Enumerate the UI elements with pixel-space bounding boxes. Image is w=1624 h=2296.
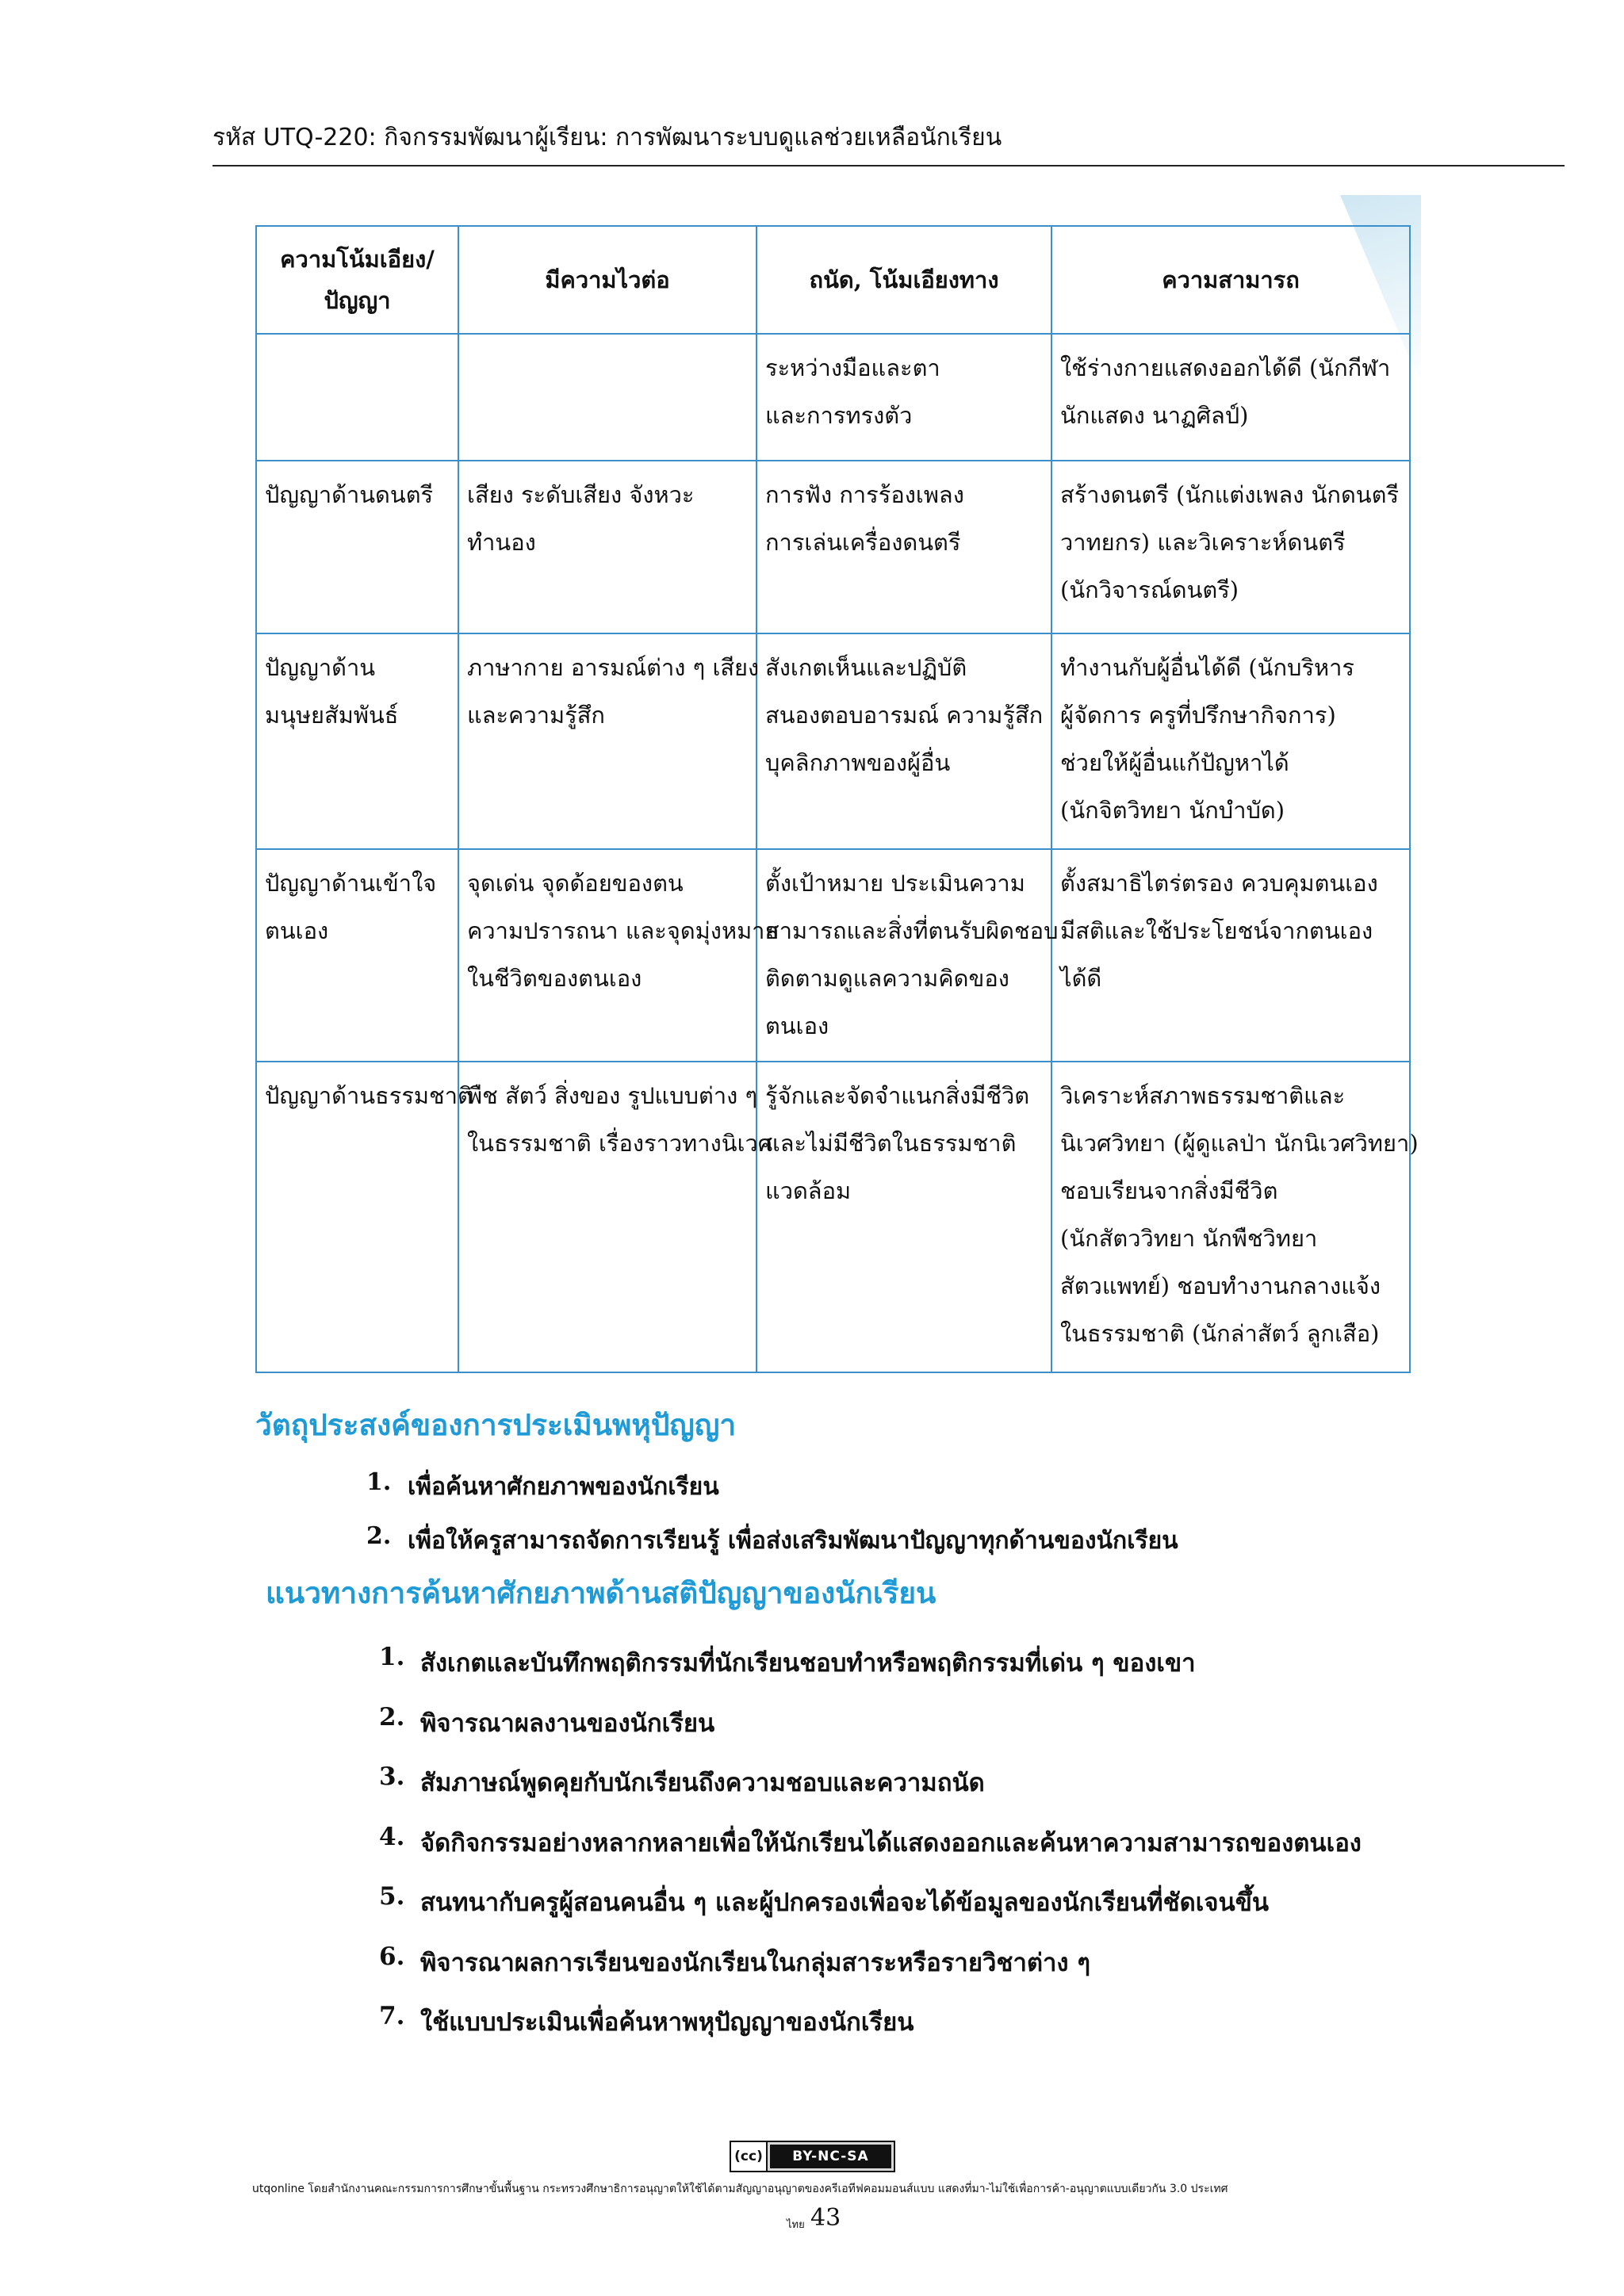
cell-line: ติดตามดูแลความคิดของ	[765, 965, 1009, 992]
intelligence-table	[255, 225, 1419, 1373]
table-cell	[256, 1062, 473, 1372]
cell-line: ได้ดี	[1060, 965, 1102, 992]
page-number: 43	[810, 2204, 841, 2232]
cell-line: ในธรรมชาติ (นักล่าสัตว์ ลูกเสือ)	[1060, 1320, 1380, 1347]
cell-line: สนองตอบอารมณ์ ความรู้สึก	[765, 702, 1044, 729]
cc-icon: (cc)	[731, 2142, 768, 2171]
list-item	[379, 1882, 1362, 1942]
list-item	[366, 1522, 1178, 1576]
cell-line: และไม่มีชีวิตในธรรมชาติ	[765, 1130, 1017, 1157]
table-row	[256, 461, 1410, 633]
header-divider	[213, 165, 1565, 166]
list-item	[366, 1468, 1178, 1522]
cell-line: ปัญญาด้านดนตรี	[265, 481, 434, 508]
list-number: 2.	[379, 1702, 405, 1732]
table-cell	[458, 849, 779, 1062]
cell-line: แวดล้อม	[765, 1177, 852, 1204]
table-cell	[256, 334, 458, 461]
cell-line: สร้างดนตรี (นักแต่งเพลง นักดนตรี	[1060, 481, 1400, 508]
table-cell	[458, 633, 760, 849]
list-item	[379, 1703, 1362, 1763]
cell-line: รู้จักและจัดจำแนกสิ่งมีชีวิต	[765, 1082, 1030, 1109]
list-number: 1.	[366, 1468, 392, 1496]
cell-line: ปัญญาด้าน	[265, 654, 376, 681]
list-number: 7.	[379, 2002, 405, 2030]
page-prefix: ไทย	[787, 2219, 805, 2231]
cell-line: ปัญญาด้านเข้าใจ	[265, 870, 437, 897]
list-text: พิจารณาผลงานของนักเรียน	[420, 1709, 715, 1738]
header-cell-aptitude	[756, 226, 1051, 334]
table-cell	[756, 334, 1051, 461]
header-line: มีความไวต่อ	[545, 266, 670, 293]
objectives-list	[366, 1468, 1178, 1576]
list-number: 5.	[379, 1882, 405, 1911]
table-cell	[256, 633, 458, 849]
table-cell	[256, 461, 458, 633]
guidelines-list	[379, 1643, 1362, 2062]
cell-line: และความรู้สึก	[467, 702, 605, 729]
cell-line: ตนเอง	[765, 1012, 829, 1039]
cell-line: นักแสดง นาฏศิลป์)	[1060, 402, 1249, 429]
list-item	[379, 1942, 1362, 2003]
header-cell-tendency	[256, 226, 458, 334]
cell-line: มีสติและใช้ประโยชน์จากตนเอง	[1060, 917, 1373, 944]
list-number: 3.	[379, 1762, 405, 1791]
cell-line: ระหว่างมือและตา	[765, 354, 940, 381]
table-cell	[458, 1062, 773, 1372]
header-line: ถนัด, โน้มเอียงทาง	[809, 266, 999, 293]
cell-line: ใช้ร่างกายแสดงออกได้ดี (นักกีฬา	[1060, 354, 1391, 381]
cell-line: ตั้งสมาธิไตร่ตรอง ควบคุมตนเอง	[1060, 870, 1378, 897]
cell-line: (นักวิจารณ์ดนตรี)	[1060, 576, 1239, 603]
table-row	[256, 334, 1410, 461]
cell-line: ตนเอง	[265, 917, 329, 944]
cell-line: พืช สัตว์ สิ่งของ รูปแบบต่าง ๆ	[467, 1082, 758, 1109]
cell-line: ตั้งเป้าหมาย ประเมินความ	[765, 870, 1025, 897]
table-row	[256, 849, 1410, 1062]
cell-line: ภาษากาย อารมณ์ต่าง ๆ เสียง	[467, 654, 760, 681]
list-number: 6.	[379, 1942, 405, 1971]
list-text: พิจารณาผลการเรียนของนักเรียนในกลุ่มสาระหรือรายวิชาต่าง ๆ	[420, 1948, 1090, 1977]
table-cell	[756, 1062, 1051, 1372]
table-cell	[1051, 1062, 1419, 1372]
list-text: ใช้แบบประเมินเพื่อค้นหาพหุปัญญาของนักเรียน	[420, 2008, 914, 2037]
table-cell	[1051, 334, 1410, 461]
cell-line: ปัญญาด้านธรรมชาติ	[265, 1082, 473, 1109]
list-text: จัดกิจกรรมอย่างหลากหลายเพื่อให้นักเรียนได้แสดงออกและค้นหาความสามารถของตนเอง	[420, 1828, 1362, 1858]
list-text: เพื่อค้นหาศักยภาพของนักเรียน	[408, 1473, 719, 1501]
cell-line: (นักสัตววิทยา นักพืชวิทยา	[1060, 1225, 1318, 1252]
table-cell	[756, 461, 1051, 633]
cc-license-badge[interactable]	[730, 2141, 895, 2172]
cell-line: จุดเด่น จุดด้อยของตน	[467, 870, 684, 897]
list-text: สนทนากับครูผู้สอนคนอื่น ๆ และผู้ปกครองเพื่อจะได้ข้อมูลของนักเรียนที่ชัดเจนขึ้น	[420, 1888, 1270, 1917]
cell-line: สังเกตเห็นและปฏิบัติ	[765, 654, 967, 681]
cell-line: เสียง ระดับเสียง จังหวะ	[467, 481, 695, 508]
header-cell-sensitive	[458, 226, 756, 334]
table-cell	[756, 633, 1051, 849]
list-text: สัมภาษณ์พูดคุยกับนักเรียนถึงความชอบและความถนัด	[420, 1769, 985, 1797]
cell-line: การเล่นเครื่องดนตรี	[765, 529, 961, 556]
cell-line: บุคลิกภาพของผู้อื่น	[765, 749, 951, 776]
header-line: ปัญญา	[324, 287, 391, 314]
table-cell	[1051, 461, 1410, 633]
list-item	[379, 2002, 1362, 2062]
cell-line: สัตวแพทย์) ชอบทำงานกลางแจ้ง	[1060, 1272, 1381, 1299]
header-line: ความสามารถ	[1162, 266, 1300, 293]
list-item	[379, 1823, 1362, 1883]
cell-line: การฟัง การร้องเพลง	[765, 481, 964, 508]
list-text: สังเกตและบันทึกพฤติกรรมที่นักเรียนชอบทำหรือพฤติกรรมที่เด่น ๆ ของเขา	[420, 1649, 1196, 1678]
cell-line: สามารถและสิ่งที่ตนรับผิดชอบ	[765, 917, 1059, 944]
table-cell	[458, 461, 756, 633]
cell-line: ชอบเรียนจากสิ่งมีชีวิต	[1060, 1177, 1278, 1204]
header-line: ความโน้มเอียง/	[280, 246, 435, 273]
cell-line: นิเวศวิทยา (ผู้ดูแลป่า นักนิเวศวิทยา)	[1060, 1130, 1419, 1157]
table-cell	[756, 849, 1059, 1062]
table-header-row	[256, 226, 1410, 334]
cell-line: ในธรรมชาติ เรื่องราวทางนิเวศ	[467, 1130, 773, 1157]
list-item	[379, 1762, 1362, 1823]
license-type-label: BY-NC-SA	[770, 2145, 891, 2168]
list-number: 1.	[379, 1643, 405, 1671]
list-text: เพื่อให้ครูสามารถจัดการเรียนรู้ เพื่อส่งเสริมพัฒนาปัญญาทุกด้านของนักเรียน	[408, 1527, 1178, 1555]
cell-line: วิเคราะห์สภาพธรรมชาติและ	[1060, 1082, 1346, 1109]
list-number: 4.	[379, 1822, 405, 1851]
cell-line: ทำงานกับผู้อื่นได้ดี (นักบริหาร	[1060, 654, 1354, 681]
license-text: utqonline โดยสำนักงานคณะกรรมการการศึกษาขั้นพื้นฐาน กระทรวงศึกษาธิการอนุญาตให้ใช้ได้ตามสัญญาอนุญาตของครีเอทีฟคอมมอนส์แบบ แสดงที่มา-ไม่ใช้เพื่อการค้า-อนุญาตแบบเดียวกัน 3.0 ประเทศ	[252, 2183, 1228, 2195]
cell-line: และการทรงตัว	[765, 402, 913, 429]
cell-line: ทำนอง	[467, 529, 536, 556]
page-header: รหัส UTQ-220: กิจกรรมพัฒนาผู้เรียน: การพัฒนาระบบดูแลช่วยเหลือนักเรียน	[213, 124, 1002, 151]
list-number: 2.	[366, 1522, 392, 1550]
table-row	[256, 633, 1410, 849]
table-cell	[1051, 633, 1410, 849]
cell-line: ความปรารถนา และจุดมุ่งหมาย	[467, 917, 779, 944]
cell-line: ผู้จัดการ ครูที่ปรึกษากิจการ)	[1060, 702, 1336, 729]
table-cell	[458, 334, 756, 461]
cell-line: (นักจิตวิทยา นักบำบัด)	[1060, 797, 1285, 824]
guidelines-heading: แนวทางการค้นหาศักยภาพด้านสติปัญญาของนักเรียน	[266, 1575, 936, 1610]
cell-line: มนุษยสัมพันธ์	[265, 702, 399, 729]
header-cell-ability	[1051, 226, 1410, 334]
cell-line: ช่วยให้ผู้อื่นแก้ปัญหาได้	[1060, 749, 1289, 776]
objectives-heading: วัตถุประสงค์ของการประเมินพหุปัญญา	[255, 1407, 737, 1442]
table-cell	[256, 849, 458, 1062]
table-row	[256, 1062, 1410, 1372]
cell-line: ในชีวิตของตนเอง	[467, 965, 642, 992]
list-item	[379, 1643, 1362, 1703]
table-cell	[1051, 849, 1410, 1062]
cell-line: วาทยกร) และวิเคราะห์ดนตรี	[1060, 529, 1346, 556]
